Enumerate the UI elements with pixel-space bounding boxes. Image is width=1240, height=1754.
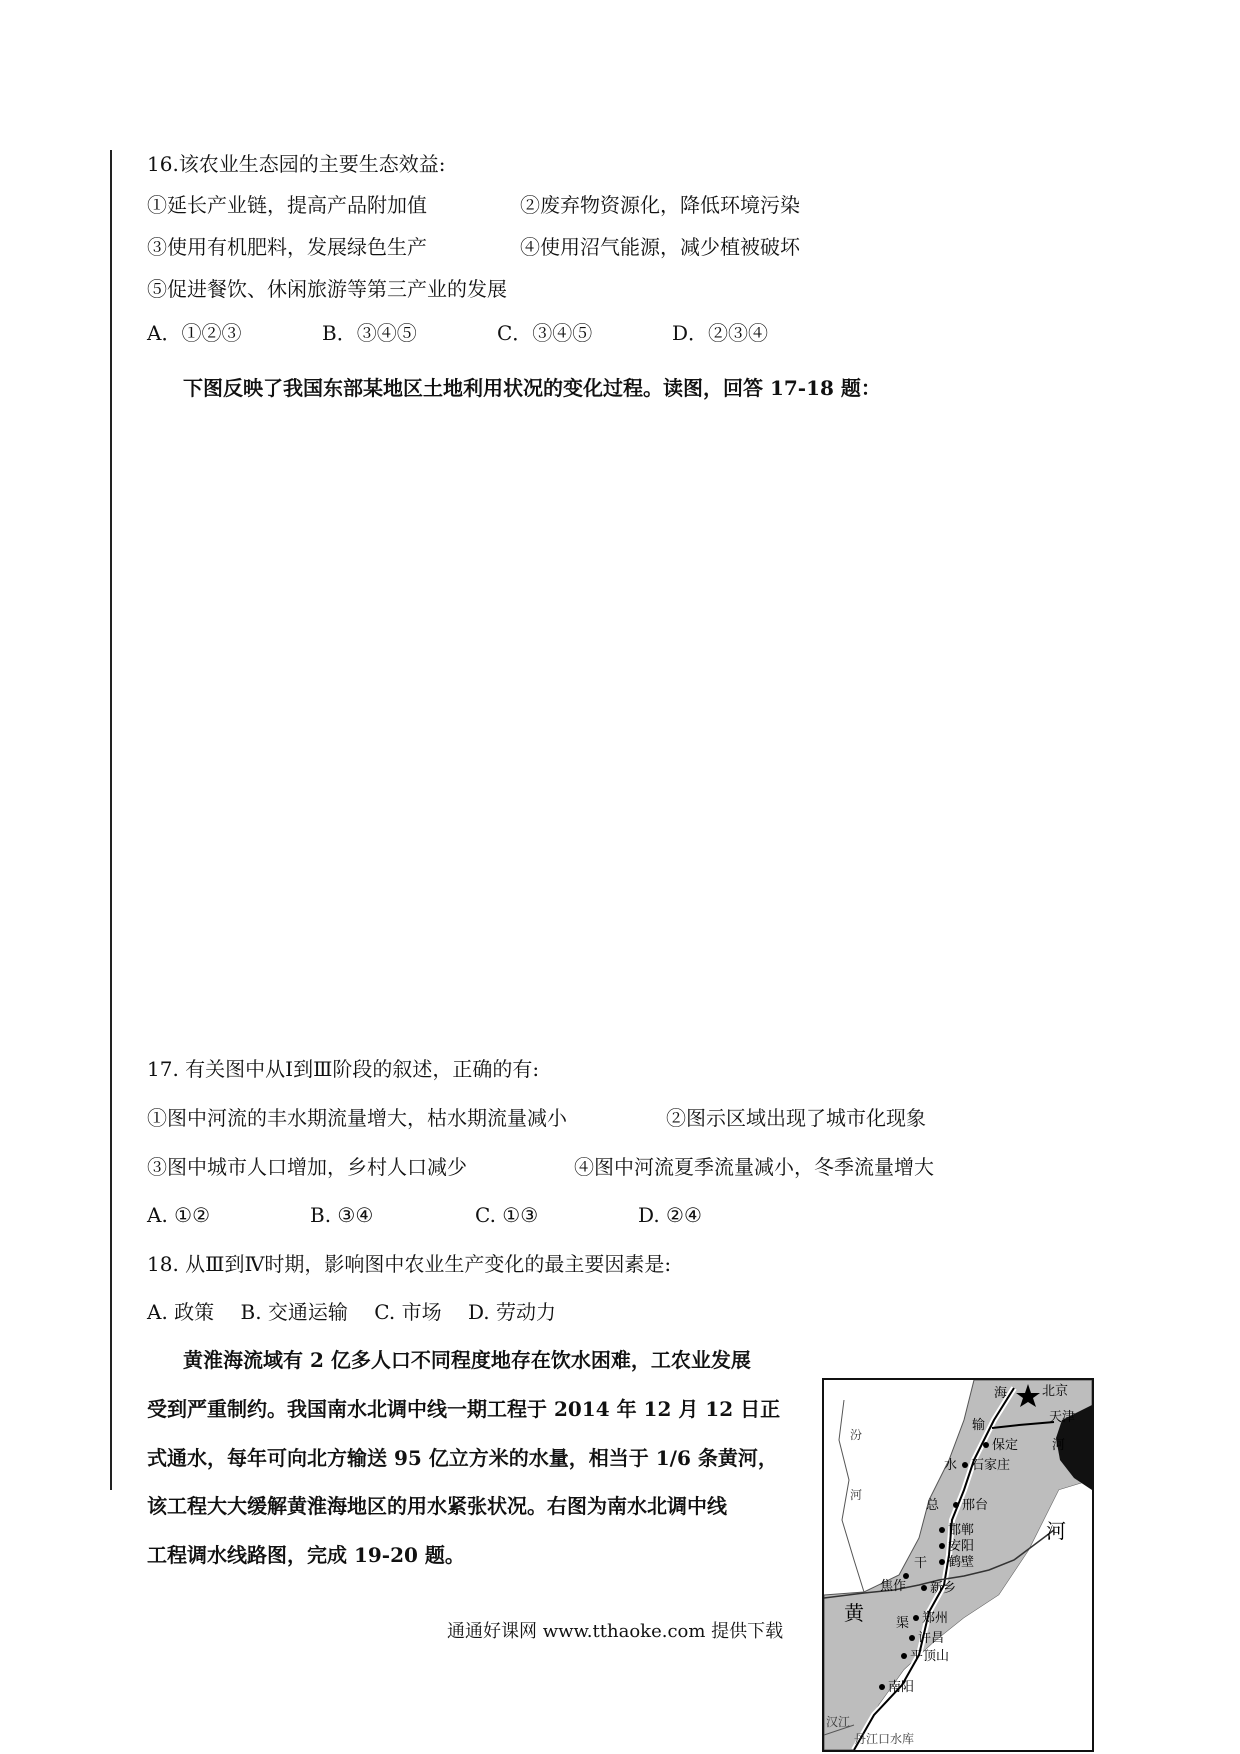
q17-stem: 17. 有关图中从Ⅰ到Ⅲ阶段的叙述，正确的有: [147,1057,540,1081]
q16-option-5: ⑤促进餐饮、休闲旅游等第三产业的发展 [147,277,507,301]
map-label-baoding: 保定 [992,1438,1019,1453]
map-label-tianjin: 天津 [1049,1410,1076,1425]
q17-option-2: ②图示区域出现了城市化现象 [666,1106,926,1130]
intro-19-20-line-4: 该工程大大缓解黄淮海地区的用水紧张状况。右图为南水北调中线 [147,1494,727,1518]
map-label-xingtai: 邢台 [962,1498,989,1513]
q16-option-4: ④使用沼气能源，减少植被破坏 [520,235,800,259]
intro-19-20-line-1: 黄淮海流域有 2 亿多人口不同程度地存在饮水困难，工农业发展 [183,1348,751,1372]
map-label-fen-he: 河 [850,1488,863,1502]
map-label-fen: 汾 [850,1428,863,1442]
intro-19-20-line-2: 受到严重制约。我国南水北调中线一期工程于 2014 年 12 月 12 日正 [147,1397,781,1421]
map-label-anyang: 安阳 [948,1539,975,1554]
q17-choice-d: D. ②④ [638,1203,702,1227]
map-label-qu: 渠 [896,1616,910,1631]
map-label-he-big: 河 [1046,1519,1066,1543]
map-label-hanjiang: 汉江 [826,1715,851,1729]
q16-option-2: ②废弃物资源化，降低环境污染 [520,193,800,217]
map-label-zong: 总 [926,1498,940,1513]
q16-stem: 16.该农业生态园的主要生态效益: [147,152,446,176]
binding-margin-line [110,150,112,1490]
map-label-huang: 黄 [844,1601,864,1625]
map-label-xuchang: 许昌 [918,1631,945,1646]
q16-choice-c: C．③④⑤ [497,321,593,345]
q17-choice-a: A. ①② [147,1203,211,1227]
map-label-handan: 邯郸 [948,1523,975,1538]
footer-source: 通通好课网 www.tthaoke.com 提供下载 [447,1621,784,1642]
q17-option-3: ③图中城市人口增加，乡村人口减少 [147,1155,467,1179]
q18-stem: 18. 从Ⅲ到Ⅳ时期，影响图中农业生产变化的最主要因素是: [147,1252,672,1276]
map-label-pingdingshan: 平顶山 [910,1649,950,1664]
intro-19-20-line-5: 工程调水线路图，完成 19-20 题。 [147,1543,465,1567]
map-label-beijing: 北京 [1042,1384,1069,1399]
q17-option-4: ④图中河流夏季流量减小，冬季流量增大 [574,1155,934,1179]
map-label-hebi: 鹤壁 [948,1555,975,1570]
map-label-shu: 输 [972,1418,986,1433]
intro-17-18: 下图反映了我国东部某地区土地利用状况的变化过程。读图，回答 17-18 题： [183,376,881,400]
q16-choice-d: D．②③④ [672,321,769,345]
q16-choice-a: A．①②③ [147,321,242,345]
q16-option-3: ③使用有机肥料，发展绿色生产 [147,235,427,259]
q16-option-1: ①延长产业链，提高产品附加值 [147,193,427,217]
q17-choice-c: C. ①③ [475,1203,539,1227]
map-label-xinxiang: 新乡 [930,1581,957,1596]
q18-choices: A. 政策 B. 交通运输 C. 市场 D. 劳动力 [147,1300,556,1324]
water-diversion-route-map [822,1378,1094,1752]
map-label-shijiazhuang: 石家庄 [971,1458,1011,1473]
q16-choice-b: B．③④⑤ [322,321,417,345]
map-label-shui: 水 [944,1458,958,1473]
map-label-jiaozuo: 焦作 [880,1579,907,1594]
map-label-gan: 干 [914,1556,928,1571]
q17-option-1: ①图中河流的丰水期流量增大，枯水期流量减小 [147,1106,567,1130]
map-label-zhengzhou: 郑州 [922,1611,949,1626]
map-label-he-tianjin: 河 [1052,1438,1066,1453]
q17-choice-b: B. ③④ [310,1203,374,1227]
map-label-hai: 海 [994,1386,1008,1401]
map-label-nanyang: 南阳 [888,1680,915,1695]
intro-19-20-line-3: 式通水，每年可向北方输送 95 亿立方米的水量，相当于 1/6 条黄河， [147,1446,778,1470]
map-label-danjiangkou: 丹江口水库 [854,1732,915,1746]
